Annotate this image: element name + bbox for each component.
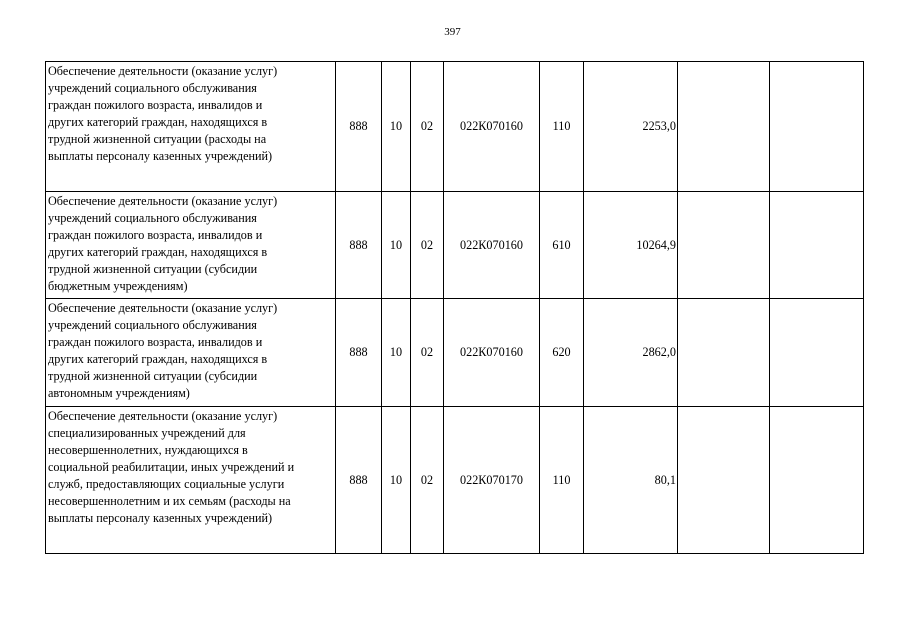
- table-row: [46, 407, 864, 554]
- row-description: Обеспечение деятельности (оказание услуг) учреждений социального обслуживания граждан пожилого возраста, инвалидов и других категорий граждан, находящихся в трудной жизненной ситуации (субсидии автономным учреждениям): [46, 299, 336, 407]
- row-subsection-code: 02: [411, 407, 444, 554]
- row-ministry-code: 888: [336, 62, 382, 192]
- page-number: 397: [444, 26, 461, 38]
- row-description: Обеспечение деятельности (оказание услуг) учреждений социального обслуживания граждан пожилого возраста, инвалидов и других категорий граждан, находящихся в трудной жизненной ситуации (расходы на выплаты персоналу казенных учреждений): [46, 62, 336, 192]
- row-description: Обеспечение деятельности (оказание услуг) учреждений социального обслуживания граждан пожилого возраста, инвалидов и других категорий граждан, находящихся в трудной жизненной ситуации (субсидии бюджетным учреждениям): [46, 192, 336, 299]
- row-amount: 80,1: [584, 407, 678, 554]
- row-empty-cell: [770, 192, 864, 299]
- row-description: Обеспечение деятельности (оказание услуг) специализированных учреждений для несовершеннолетних, нуждающихся в социальной реабилитации, иных учреждений и служб, предоставляющих социальные услуги несовершеннолетним и их семьям (расходы на выплаты персоналу казенных учреждений): [46, 407, 336, 554]
- row-ministry-code: 888: [336, 407, 382, 554]
- row-section-code: 10: [382, 299, 411, 407]
- row-expense-type-code: 110: [540, 62, 584, 192]
- row-empty-cell: [770, 62, 864, 192]
- row-empty-cell: [678, 62, 770, 192]
- row-target-code: 022К070160: [444, 192, 540, 299]
- table-row: [46, 62, 864, 192]
- row-amount: 2862,0: [584, 299, 678, 407]
- row-target-code: 022К070160: [444, 62, 540, 192]
- row-amount: 10264,9: [584, 192, 678, 299]
- table-row: [46, 192, 864, 299]
- row-expense-type-code: 610: [540, 192, 584, 299]
- row-target-code: 022К070160: [444, 299, 540, 407]
- row-subsection-code: 02: [411, 192, 444, 299]
- row-section-code: 10: [382, 192, 411, 299]
- row-target-code: 022К070170: [444, 407, 540, 554]
- row-ministry-code: 888: [336, 192, 382, 299]
- table-row: [46, 299, 864, 407]
- row-amount: 2253,0: [584, 62, 678, 192]
- budget-table: [45, 61, 864, 554]
- row-empty-cell: [678, 407, 770, 554]
- row-empty-cell: [678, 192, 770, 299]
- row-empty-cell: [770, 299, 864, 407]
- row-section-code: 10: [382, 407, 411, 554]
- row-empty-cell: [770, 407, 864, 554]
- row-subsection-code: 02: [411, 62, 444, 192]
- row-expense-type-code: 110: [540, 407, 584, 554]
- row-section-code: 10: [382, 62, 411, 192]
- row-empty-cell: [678, 299, 770, 407]
- row-ministry-code: 888: [336, 299, 382, 407]
- row-subsection-code: 02: [411, 299, 444, 407]
- row-expense-type-code: 620: [540, 299, 584, 407]
